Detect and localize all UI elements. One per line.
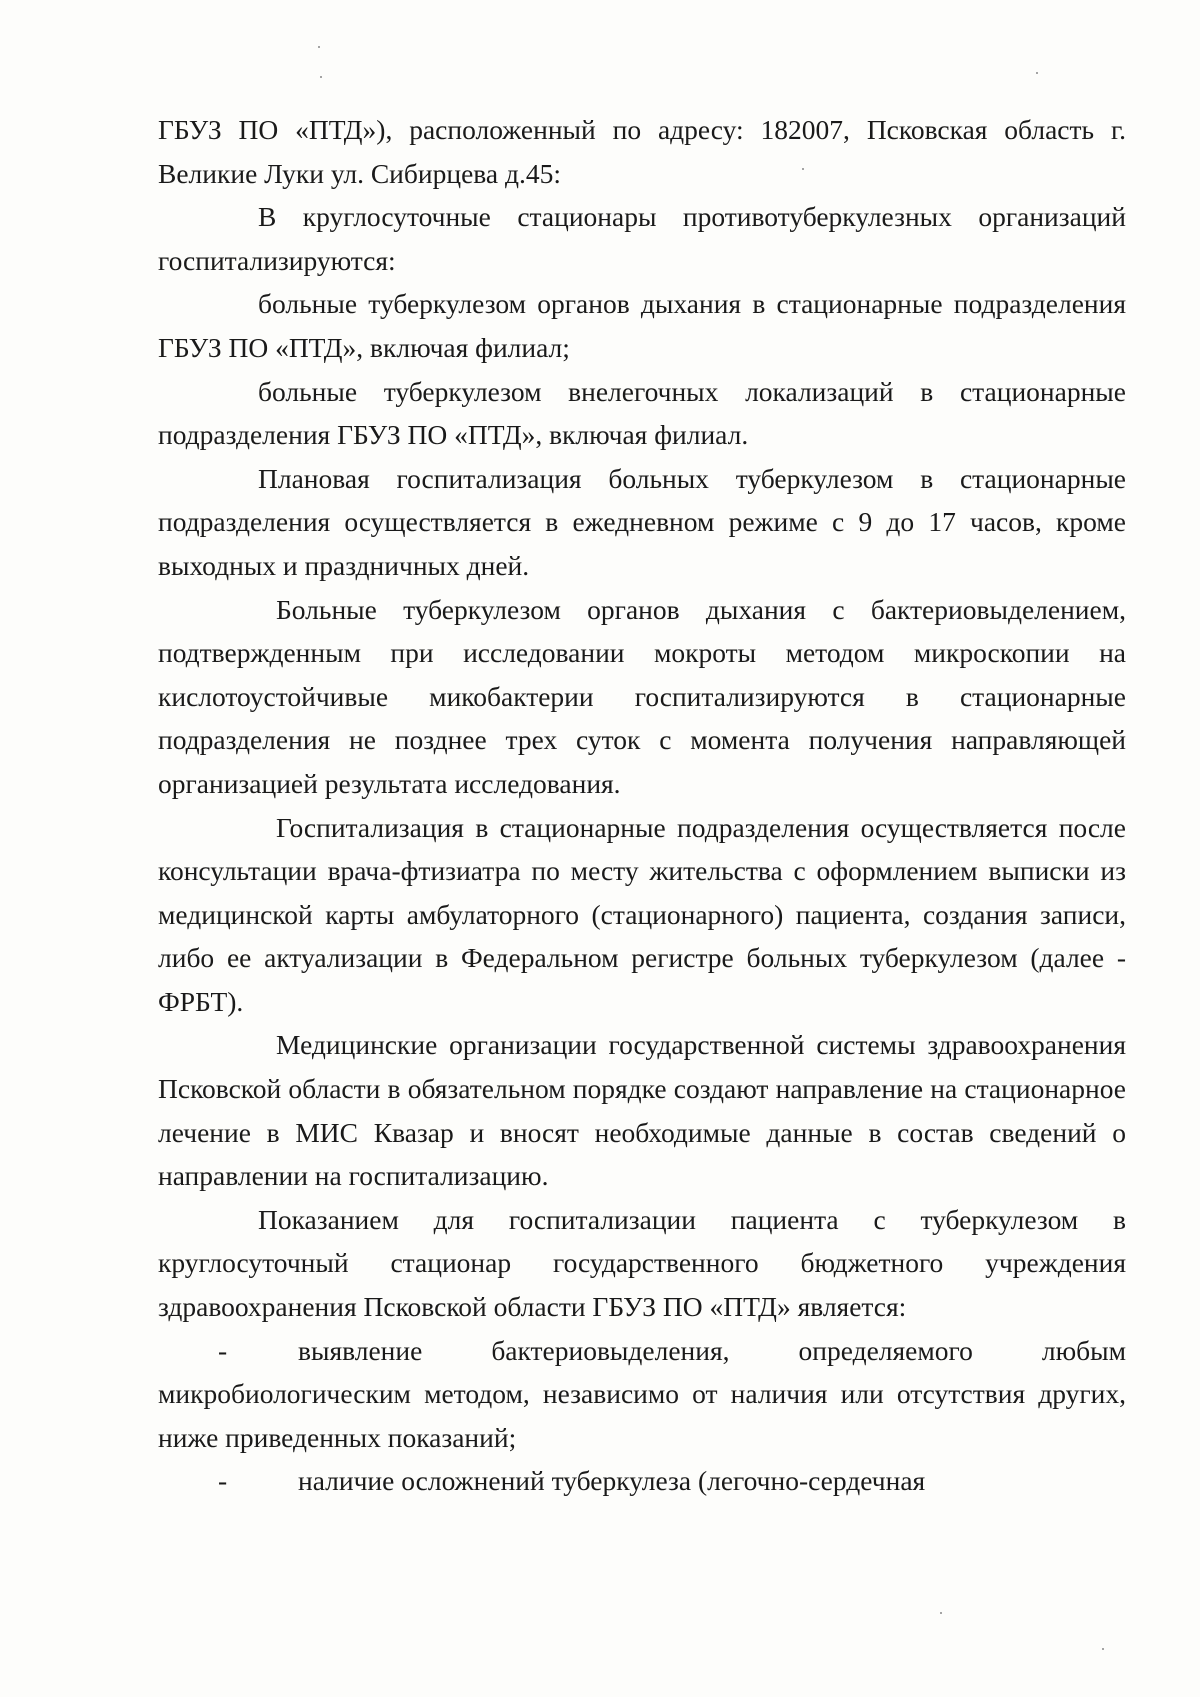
paragraph-address: ГБУЗ ПО «ПТД»), расположенный по адресу: 182007, Псковская область г. Великие Луки ул. Сибирцева д.45: — [158, 114, 1126, 189]
document-body — [158, 108, 1126, 1503]
scan-speck — [318, 46, 320, 48]
list-item-complications — [158, 1459, 1126, 1503]
paragraph-bacterial-excretion: Больные туберкулезом органов дыхания с бактериовыделением, подтвержденным при исследовании мокроты методом микроскопии на кислотоустойчивые микобактерии госпитализируются в стационарные подразделения не позднее трех суток с момента получения направляющей организацией результата исследования. — [158, 593, 1126, 799]
paragraph-extrapulmonary-patients: больные туберкулезом внелегочных локализаций в стационарные подразделения ГБУЗ ПО «ПТД», включая филиал. — [158, 375, 1126, 451]
scan-speck — [940, 1612, 942, 1614]
paragraph-indication: Показанием для госпитализации пациента с туберкулезом в круглосуточный стационар государственного бюджетного учреждения здравоохранения Псковской области ГБУЗ ПО «ПТД» является: — [158, 1203, 1126, 1323]
scan-speck — [1102, 1648, 1104, 1650]
list-bullet: - — [218, 1465, 228, 1497]
list-item-text: выявление бактериовыделения, определяемого любым микробиологическим методом, независимо от наличия или отсутствия других, ниже приведенных показаний; — [158, 1334, 1126, 1453]
scan-speck — [320, 76, 322, 78]
list-bullet: - — [218, 1334, 228, 1366]
list-item-text: наличие осложнений туберкулеза (легочно-сердечная — [298, 1465, 926, 1497]
list-item-bacterial-detection — [158, 1329, 1126, 1460]
paragraph-medical-organizations: Медицинские организации государственной системы здравоохранения Псковской области в обязательном порядке создают направление на стационарное лечение в МИС Квазар и вносят необходимые данные в состав сведений о направлении на госпитализацию. — [158, 1029, 1126, 1192]
paragraph-respiratory-patients: больные туберкулезом органов дыхания в стационарные подразделения ГБУЗ ПО «ПТД», включая филиал; — [158, 288, 1126, 363]
paragraph-consultation: Госпитализация в стационарные подразделения осуществляется после консультации врача-фтизиатра по месту жительства с оформлением выписки из медицинской карты амбулаторного (стационарного) пациента, создания записи, либо ее актуализации в Федеральном регистре больных туберкулезом (далее - ФРБТ). — [158, 811, 1126, 1017]
paragraph-hospitalization-intro: В круглосуточные стационары противотуберкулезных организаций госпитализируются: — [158, 201, 1126, 276]
scan-speck — [1036, 72, 1038, 74]
paragraph-planned-hospitalization: Плановая госпитализация больных туберкулезом в стационарные подразделения осуществляется в ежедневном режиме с 9 до 17 часов, кроме выходных и праздничных дней. — [158, 462, 1126, 581]
